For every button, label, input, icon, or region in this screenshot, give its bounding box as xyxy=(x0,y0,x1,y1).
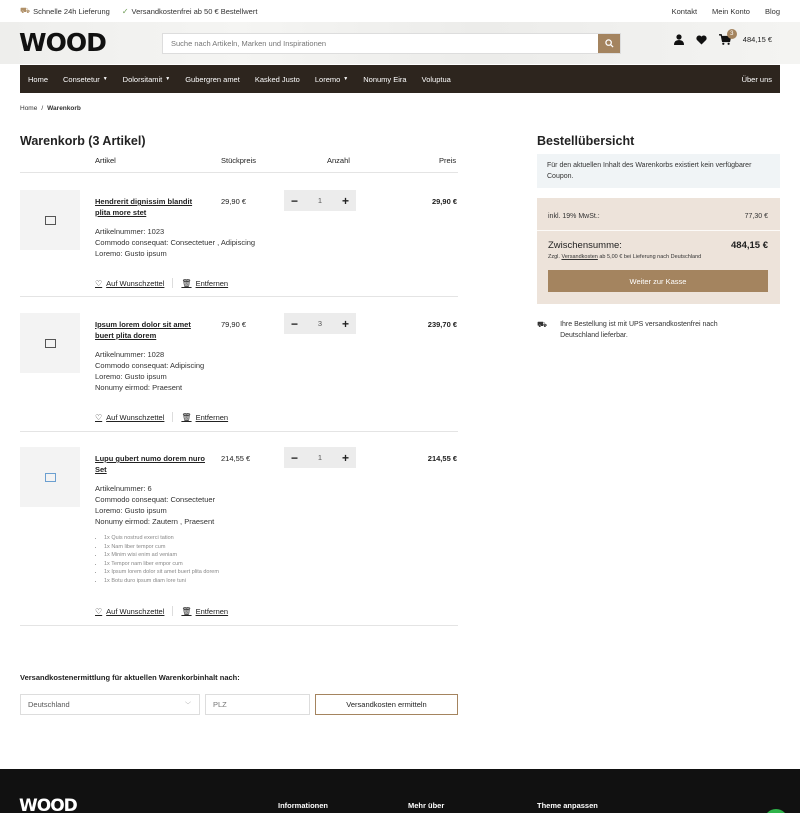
nav-item-loremo[interactable]: Loremo ▼ xyxy=(314,74,349,84)
nav-item-kasked-justo[interactable]: Kasked Justo xyxy=(254,74,300,84)
list-item: • 1x Botu duro ipsum diam lore tuni xyxy=(104,577,219,586)
quantity-stepper xyxy=(284,313,356,334)
chevron-down-icon: ▼ xyxy=(343,76,349,82)
item-actions xyxy=(95,412,228,422)
footer-heading-mehr-ueber[interactable]: Mehr über xyxy=(408,801,445,810)
footer-heading-informationen[interactable]: Informationen xyxy=(278,801,328,810)
divider xyxy=(537,230,780,231)
nav-item-dolorsitamit[interactable]: Dolorsitamit ▼ xyxy=(122,74,171,84)
search-icon xyxy=(605,39,614,48)
shipping-costs-link[interactable]: Versandkosten xyxy=(561,254,598,260)
footer-logo[interactable]: WOOD xyxy=(19,796,77,813)
list-item: • 1x Minim wisi enim ad veniam xyxy=(104,551,219,560)
nav-item-consetetur[interactable]: Consetetur ▼ xyxy=(63,74,108,84)
cart-title: Warenkorb (3 Artikel) xyxy=(20,134,146,148)
line-price: 239,70 € xyxy=(427,320,457,329)
breadcrumb xyxy=(20,105,81,112)
vat-row: inkl. 19% MwSt.: 77,30 € xyxy=(548,213,768,220)
remove-item-link[interactable]: 🗑 Entfernen xyxy=(181,606,229,616)
nav-item-home[interactable]: Home xyxy=(28,74,49,84)
chat-bubble-icon[interactable] xyxy=(764,809,788,813)
subtotal-row: Zwischensumme: 484,15 € xyxy=(548,240,768,251)
add-to-wishlist-link[interactable]: ♡ Auf Wunschzettel xyxy=(95,412,165,422)
usp-free-shipping: ✓ Versandkostenfrei ab 50 € Bestellwert xyxy=(121,6,258,16)
breadcrumb-separator: / xyxy=(41,105,44,112)
bundle-items-list xyxy=(104,534,219,585)
search-button[interactable] xyxy=(598,34,620,53)
nav-item-ueber-uns[interactable]: Über uns xyxy=(741,74,772,84)
product-name[interactable]: Ipsum lorem dolor sit amet buert plita dorem xyxy=(95,320,191,340)
item-actions xyxy=(95,278,228,288)
nav-item-gubergren-amet[interactable]: Gubergren amet xyxy=(185,74,240,84)
product-image[interactable] xyxy=(20,447,80,507)
add-to-wishlist-link[interactable]: ♡ Auf Wunschzettel xyxy=(95,606,165,616)
top-bar xyxy=(0,0,800,22)
breadcrumb-home[interactable]: Home xyxy=(20,105,38,112)
unit-price: 214,55 € xyxy=(221,454,251,463)
list-item: • 1x Quis nostrud exerci tation xyxy=(104,534,219,543)
product-name[interactable]: Lupu gubert numo dorem nuro Set xyxy=(95,454,205,474)
main-nav xyxy=(20,65,780,93)
country-select[interactable]: Deutschland ﹀ xyxy=(20,694,200,715)
quantity-stepper xyxy=(284,190,356,211)
link-mein-konto[interactable]: Mein Konto xyxy=(712,6,750,16)
truck-icon: ⛟ xyxy=(20,6,31,15)
remove-item-link[interactable]: 🗑 Entfernen xyxy=(181,278,229,288)
truck-icon: ⛟ xyxy=(537,320,548,329)
product-meta: Artikelnummer: 1028 Commodo consequat: Adipiscing Loremo: Gusto ipsum Nonumy eirmod: Praesent xyxy=(95,350,205,392)
breadcrumb-current: Warenkorb xyxy=(47,105,81,112)
chevron-down-icon: ▼ xyxy=(165,76,171,82)
list-item: • 1x Ipsum lorem dolor sit amet buert plita dorem xyxy=(104,568,219,577)
image-placeholder-icon xyxy=(45,339,56,348)
nav-item-nonumy-eira[interactable]: Nonumy Eira xyxy=(363,74,407,84)
cart-total: 484,15 € xyxy=(742,35,772,44)
trash-icon: 🗑 xyxy=(181,606,192,616)
check-icon: ✓ xyxy=(121,6,129,16)
footer-heading-theme-anpassen[interactable]: Theme anpassen xyxy=(537,801,598,810)
col-header-article: Artikel xyxy=(95,156,116,165)
summary-title: Bestellübersicht xyxy=(537,134,635,148)
calculate-shipping-button[interactable]: Versandkosten ermitteln xyxy=(315,694,458,715)
search-bar xyxy=(162,33,621,54)
product-meta: Artikelnummer: 1023 Commodo consequat: Consectetuer , Adipiscing Loremo: Gusto ipsum xyxy=(95,227,256,258)
divider xyxy=(20,625,458,626)
nav-item-voluptua[interactable]: Voluptua xyxy=(421,74,451,84)
header xyxy=(0,22,800,64)
quantity-value[interactable]: 1 xyxy=(317,453,323,462)
search-input[interactable] xyxy=(163,34,598,53)
quantity-value[interactable]: 3 xyxy=(317,319,323,328)
ups-shipping-note: ⛟ Ihre Bestellung ist mit UPS versandkostenfrei nach Deutschland lieferbar. xyxy=(537,320,718,339)
checkout-button[interactable]: Weiter zur Kasse xyxy=(548,270,768,292)
col-header-price: Preis xyxy=(439,156,457,165)
account-icon[interactable] xyxy=(674,34,684,45)
coupon-info: Für den aktuellen Inhalt des Warenkorbs existiert kein verfügbarer Coupon. xyxy=(537,154,780,188)
add-to-wishlist-link[interactable]: ♡ Auf Wunschzettel xyxy=(95,278,165,288)
cart-count-badge: 3 xyxy=(727,29,737,39)
separator xyxy=(172,412,173,422)
image-placeholder-icon xyxy=(45,473,56,482)
heart-outline-icon: ♡ xyxy=(95,412,103,422)
heart-outline-icon: ♡ xyxy=(95,606,103,616)
increase-button[interactable]: + xyxy=(341,450,349,465)
link-kontakt[interactable]: Kontakt xyxy=(671,6,698,16)
product-image[interactable] xyxy=(20,190,80,250)
cart-button[interactable] xyxy=(719,31,772,45)
increase-button[interactable]: + xyxy=(341,316,349,331)
heart-outline-icon: ♡ xyxy=(95,278,103,288)
image-placeholder-icon xyxy=(45,216,56,225)
trash-icon: 🗑 xyxy=(181,412,192,422)
line-price: 29,90 € xyxy=(431,197,457,206)
shipping-calc-title: Versandkostenermittlung für aktuellen Warenkorbinhalt nach: xyxy=(20,673,240,682)
trash-icon: 🗑 xyxy=(181,278,192,288)
chevron-down-icon: ▼ xyxy=(102,76,108,82)
footer xyxy=(0,769,800,813)
quantity-stepper xyxy=(284,447,356,468)
shipping-note: Zzgl. Versandkosten ab 5,00 € bei Lieferung nach Deutschland xyxy=(548,254,702,260)
list-item: • 1x Nam liber tempor cum xyxy=(104,543,219,552)
col-header-unit-price: Stückpreis xyxy=(221,156,257,165)
remove-item-link[interactable]: 🗑 Entfernen xyxy=(181,412,229,422)
logo[interactable]: WOOD xyxy=(19,28,106,57)
link-blog[interactable]: Blog xyxy=(764,6,780,16)
line-price: 214,55 € xyxy=(427,454,457,463)
zip-input[interactable] xyxy=(205,694,310,715)
unit-price: 79,90 € xyxy=(221,320,247,329)
decrease-button[interactable]: − xyxy=(291,193,299,208)
list-item: • 1x Tempor nam liber empor cum xyxy=(104,560,219,569)
product-meta: Artikelnummer: 6 Commodo consequat: Consectetuer Loremo: Gusto ipsum Nonumy eirmod: Zautern , Praesent xyxy=(95,484,216,526)
divider xyxy=(20,296,458,297)
product-image[interactable] xyxy=(20,313,80,373)
chevron-down-icon: ﹀ xyxy=(184,703,191,709)
quantity-value[interactable]: 1 xyxy=(317,196,323,205)
col-header-qty: Anzahl xyxy=(327,156,350,165)
heart-icon[interactable] xyxy=(696,35,707,45)
separator xyxy=(172,278,173,288)
decrease-button[interactable]: − xyxy=(291,316,299,331)
decrease-button[interactable]: − xyxy=(291,450,299,465)
product-name[interactable]: Hendrerit dignissim blandit plita more stet xyxy=(95,197,193,217)
usp-delivery: ⛟ Schnelle 24h Lieferung xyxy=(20,6,110,16)
divider xyxy=(20,431,458,432)
increase-button[interactable]: + xyxy=(341,193,349,208)
unit-price: 29,90 € xyxy=(221,197,247,206)
item-actions xyxy=(95,606,228,616)
separator xyxy=(172,606,173,616)
summary-box xyxy=(537,198,780,304)
divider xyxy=(20,172,458,173)
